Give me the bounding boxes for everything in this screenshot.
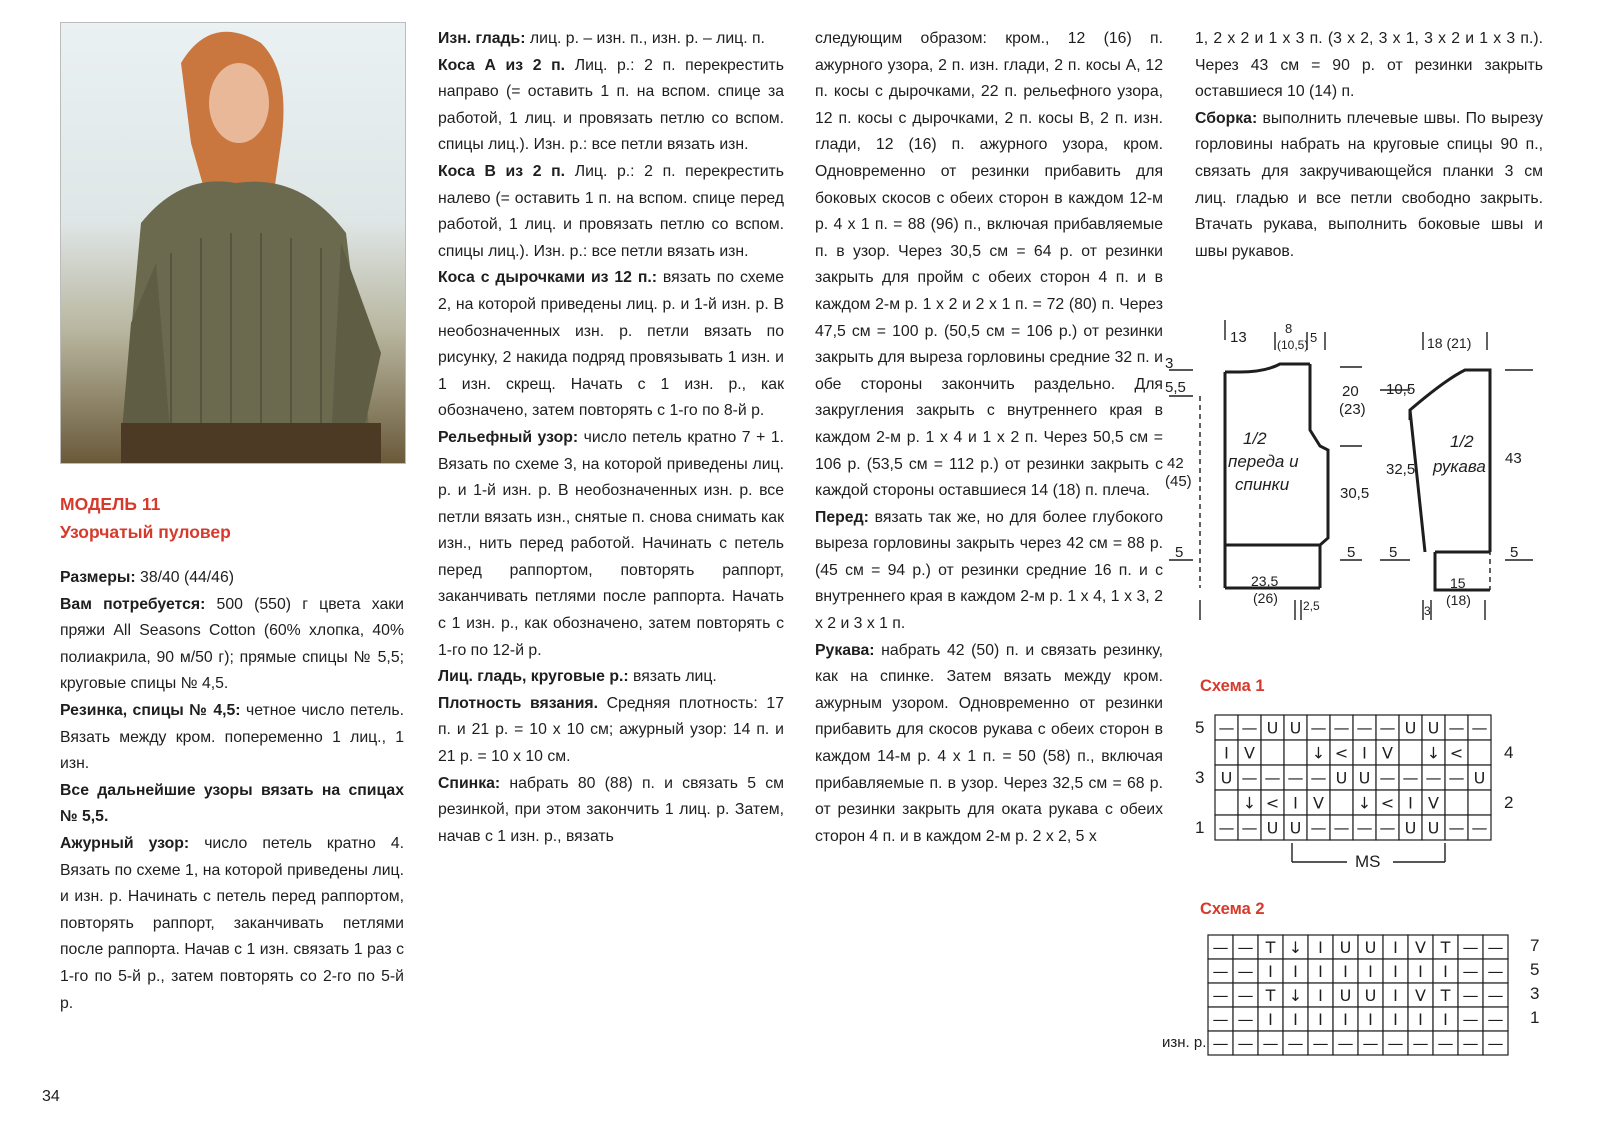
dim-left-42: 42 [1167, 455, 1184, 472]
schema-2-symbol: — [1462, 938, 1479, 957]
schema-2-symbol: I [1393, 1010, 1398, 1029]
schema-2-symbol: T [1440, 986, 1451, 1005]
schema-1-symbol: < [1334, 743, 1349, 763]
gauge-text: Средняя плотность: 17 п. и 21 р. = 10 х 10 см; ажурный узор: 14 п. и 21 р. = 10 х 10 см. [438, 694, 784, 766]
schema-1-row-5: 5 [1195, 718, 1205, 737]
schema-2-symbol: — [1337, 1034, 1354, 1053]
column-4 [1195, 26, 1543, 265]
sleeves-label: Рукава: [815, 641, 875, 659]
schema-2-symbol: I [1318, 962, 1323, 981]
round-knit-text: вязать лиц. [628, 668, 717, 686]
body-label-2: переда и [1228, 452, 1299, 471]
schema-1-cell [1330, 790, 1353, 815]
schema-1-cell [1284, 740, 1307, 765]
schema-1-symbol: V [1313, 793, 1324, 813]
sizes-text: 38/40 (44/46) [135, 569, 235, 586]
schema-1-symbol: — [1264, 768, 1281, 788]
schema-1-symbol: U [1358, 768, 1371, 788]
dim-sleeve-bot-3: 3 [1424, 604, 1431, 618]
schema-1-symbol: U [1289, 718, 1302, 738]
schema-1-cell [1468, 740, 1491, 765]
schema-2-symbol: I [1368, 962, 1373, 981]
schema-1-symbol: — [1425, 768, 1442, 788]
eyelet-cable-text: вязать по схеме 2, на которой приведены лиц. р. и 1-й изн. р. В необозначенных изн. р. петли вязать по рисунку, 2 накида подряд провязывать 1 изн. и 1 изн. скрещ. Начать с 1 изн. р., как обозначено, затем повторять с 1-го по 8-й р. [438, 269, 784, 420]
schema-1-symbol: — [1379, 718, 1396, 738]
cable-b-label: Коса В из 2 п. [438, 162, 566, 180]
schema-1-symbol: — [1310, 818, 1327, 838]
sleeves-continued-text: 1, 2 х 2 и 1 х 3 п. (3 х 2, 3 х 1, 3 х 2 и 1 х 3 п.). Через 43 см = 90 р. от резинки закрыть оставшиеся 10 (14) п. [1195, 30, 1543, 101]
model-number: МОДЕЛЬ 11 [60, 494, 161, 514]
schema-2-symbol: I [1293, 962, 1298, 981]
schema-1-symbol: < [1265, 793, 1280, 813]
schema-1-cell [1445, 790, 1468, 815]
schema-2-symbol: I [1268, 1010, 1273, 1029]
gauge-label: Плотность вязания. [438, 694, 599, 712]
dim-shoulder: 13 [1230, 329, 1247, 346]
schema-2-symbol: — [1462, 962, 1479, 981]
rib-label: Резинка, спицы № 4,5: [60, 701, 241, 719]
schema-1-symbol: < [1449, 743, 1464, 763]
back-label: Спинка: [438, 774, 501, 792]
schema-1-row-4: 4 [1504, 743, 1514, 762]
schema-2-symbol: I [1368, 1010, 1373, 1029]
dim-sleeve-top: 18 (21) [1427, 335, 1472, 351]
schema-2-symbol: — [1237, 1034, 1254, 1053]
schema-1-symbol: V [1382, 743, 1393, 763]
assembly-label: Сборка: [1195, 109, 1258, 127]
schema-2-symbol: — [1312, 1034, 1329, 1053]
dim-width-alt: (26) [1253, 590, 1278, 606]
schema-1-symbol: — [1379, 818, 1396, 838]
schema-1-row-1: 1 [1195, 818, 1205, 837]
schema-2-symbol: I [1318, 938, 1323, 957]
schema-2-symbol: I [1443, 1010, 1448, 1029]
sleeves-text: набрать 42 (50) п. и связать резинку, как на спинке. Затем вязать между кром. ажурным узором. Одновременно от резинки прибавить для скосов рукава с обеих сторон в каждом 14-м р. 4 х 1 п. = 50 (58) п., включая прибавляемые п. в узор. Через 32,5 см = 68 р. от резинки закрыть для оката рукава с обеих сторон 4 п. и в каждом 2-м р. 2 х 2, 5 х [815, 641, 1163, 845]
schema-1-symbol: — [1471, 818, 1488, 838]
schema-1-symbol: — [1218, 818, 1235, 838]
schema-2-symbol: I [1443, 962, 1448, 981]
materials-label: Вам потребуется: [60, 595, 206, 613]
schema-1-symbol: U [1404, 818, 1417, 838]
schema-2-row-1: 1 [1530, 1008, 1540, 1027]
schema-1-symbol: — [1218, 718, 1235, 738]
schema-1-cell [1468, 790, 1491, 815]
schema-1-symbol: — [1448, 768, 1465, 788]
schema-1-symbol: ↓ [1426, 743, 1441, 763]
assembly-text: выполнить плечевые швы. По вырезу горловины набрать на круговые спицы 90 п., связать для закручивающейся планки 3 см лиц. гладью и все петли свободно закрыть. Втачать рукава, выполнить боковые швы и швы рукавов. [1195, 109, 1543, 260]
schema-1-symbol: ↓ [1242, 793, 1257, 813]
pattern-schematic [1165, 320, 1565, 625]
reverse-stockinette-label: Изн. гладь: [438, 30, 526, 47]
schema-2-symbol: T [1265, 938, 1276, 957]
column-2 [438, 26, 784, 850]
schema-1-symbol: — [1356, 718, 1373, 738]
schema-2-symbol: T [1440, 938, 1451, 957]
schema-1-cell [1399, 740, 1422, 765]
schema-2-symbol: — [1487, 962, 1504, 981]
schema-1-cell [1261, 740, 1284, 765]
schema-1-cell [1215, 790, 1238, 815]
schema-1-symbol: — [1310, 768, 1327, 788]
dim-sleeve-right-5: 5 [1510, 544, 1519, 561]
schema-2-symbol: — [1237, 962, 1254, 981]
schema-1-symbol: U [1427, 718, 1440, 738]
dim-right-5: 5 [1347, 544, 1356, 561]
schema-1-grid [1215, 715, 1491, 840]
schema-2-symbol: V [1415, 986, 1426, 1005]
schema-1-symbol: I [1224, 743, 1229, 763]
lace-label: Ажурный узор: [60, 834, 190, 852]
schema-2-title: Схема 2 [1200, 900, 1265, 918]
dim-left-45: (45) [1165, 473, 1192, 490]
lace-text: число петель кратно 4. Вязать по схеме 1, на которой приведены лиц. и изн. р. Начинать с петель перед раппортом, повторять раппорт, заканчивать петлями после раппорта. Начав с 1 изн. связать 1 раз с 1-го по 5-й р., затем повторять со 2-го по 5-й р. [60, 834, 404, 1012]
schema-2-row-5: 5 [1530, 960, 1540, 979]
schema-2-symbol: I [1268, 962, 1273, 981]
schema-2-chart [1162, 935, 1550, 1075]
schema-2-symbol: — [1287, 1034, 1304, 1053]
schema-2-symbol: I [1418, 962, 1423, 981]
schema-1-symbol: < [1380, 793, 1395, 813]
schema-2-symbol: — [1487, 1010, 1504, 1029]
schema-2-symbol: — [1412, 1034, 1429, 1053]
schema-1-symbol: I [1362, 743, 1367, 763]
dim-sleeve-length: 32,5 [1386, 461, 1416, 478]
schema-2-symbol: — [1237, 938, 1254, 957]
schema-2-symbol: I [1393, 986, 1398, 1005]
dim-sleeve-cuff: 5 [1389, 544, 1398, 561]
schema-1-symbol: — [1402, 768, 1419, 788]
schema-2-row-3: 3 [1530, 984, 1540, 1003]
schema-1-repeat-label: MS [1355, 852, 1381, 871]
reverse-stockinette-text: лиц. р. – изн. п., изн. р. – лиц. п. [525, 30, 765, 47]
schema-2-symbol: — [1362, 1034, 1379, 1053]
dim-neck-alt: (10,5) [1277, 338, 1309, 352]
schema-2-symbol: — [1462, 1034, 1479, 1053]
dim-sleeve-total: 43 [1505, 450, 1522, 467]
schema-2-row-7: 7 [1530, 936, 1540, 955]
schema-2-symbol: — [1487, 1034, 1504, 1053]
schema-2-symbol: — [1462, 986, 1479, 1005]
dim-bottom-25: 2,5 [1303, 599, 1320, 613]
schema-1-symbol: — [1379, 768, 1396, 788]
back-text: набрать 80 (88) п. и связать 5 см резинкой, при этом закончить 1 лиц. р. Затем, начав с 1 изн. р., вязать [438, 774, 784, 845]
schema-1-symbol: V [1244, 743, 1255, 763]
dim-left-3: 3 [1165, 355, 1174, 372]
schema-2-symbol: T [1265, 986, 1276, 1005]
model-heading [60, 490, 231, 546]
schema-2-symbol: U [1364, 938, 1377, 957]
body-label-3: спинки [1235, 475, 1290, 494]
schema-2-symbol: — [1387, 1034, 1404, 1053]
schema-2-symbol: — [1487, 938, 1504, 957]
schema-1-symbol: U [1289, 818, 1302, 838]
dim-side: 30,5 [1340, 485, 1370, 502]
schema-1-symbol: I [1408, 793, 1413, 813]
page-number: 34 [42, 1088, 60, 1105]
schema-2-symbol: U [1364, 986, 1377, 1005]
front-text: вязать так же, но для более глубокого выреза горловины закрыть через 42 см = 88 р. (45 см = 94 р.) от резинки средние 16 п. и с внутреннего края в каждом 2-м р. 1 х 4, 1 х 3, 2 х 2 и 3 х 1 п. [815, 508, 1163, 633]
schema-1-symbol: — [1448, 818, 1465, 838]
model-photo [60, 22, 406, 464]
schema-2-symbol: — [1237, 1010, 1254, 1029]
schema-2-symbol: — [1212, 1034, 1229, 1053]
schema-1-symbol: U [1427, 818, 1440, 838]
dim-cuff-width: 15 [1450, 575, 1466, 591]
all-patterns-note: Все дальнейшие узоры вязать на спицах № 5,5. [60, 781, 404, 826]
column-1 [60, 565, 404, 1017]
round-knit-label: Лиц. гладь, круговые р.: [438, 668, 629, 686]
column-3 [815, 26, 1163, 850]
schema-2-symbol: I [1343, 1010, 1348, 1029]
schema-2-symbol: I [1318, 1010, 1323, 1029]
schema-1-row-3: 3 [1195, 768, 1205, 787]
sizes-label: Размеры: [60, 569, 136, 586]
schema-1-symbol: I [1293, 793, 1298, 813]
schema-2-symbol: V [1415, 938, 1426, 957]
schema-1-symbol: ↓ [1357, 793, 1372, 813]
schema-2-symbol: I [1418, 1010, 1423, 1029]
schema-1-title: Схема 1 [1200, 677, 1265, 695]
schema-1-symbol: — [1356, 818, 1373, 838]
schema-2-symbol: — [1212, 962, 1229, 981]
schema-1-symbol: — [1241, 718, 1258, 738]
schema-2-symbol: — [1237, 986, 1254, 1005]
front-label: Перед: [815, 508, 869, 526]
relief-pattern-label: Рельефный узор: [438, 428, 579, 446]
schema-1-symbol: U [1266, 818, 1279, 838]
schema-1-chart [1195, 715, 1525, 875]
dim-cap: 10,5 [1386, 381, 1416, 398]
dim-armhole-alt: (23) [1339, 401, 1366, 418]
schema-2-symbol: — [1212, 986, 1229, 1005]
schema-1-symbol: U [1266, 718, 1279, 738]
schema-2-symbol: I [1343, 962, 1348, 981]
schema-2-symbol: — [1262, 1034, 1279, 1053]
schema-1-symbol: — [1471, 718, 1488, 738]
schema-1-symbol: — [1241, 818, 1258, 838]
schema-2-symbol: I [1393, 962, 1398, 981]
cable-b-text: Лиц. р.: 2 п. перекрестить налево (= оставить 1 п. на вспом. спице перед работой, 1 лиц. и провязать петлю со вспом. спицы лиц.). Изн. р.: все петли вязать изн. [438, 162, 784, 260]
schema-2-wrong-side-label: изн. р. [1162, 1034, 1207, 1051]
cable-a-text: Лиц. р.: 2 п. перекрестить направо (= оставить 1 п. на вспом. спице за работой, 1 лиц. и провязать петлю со вспом. спицы лиц.). Изн. р.: все петли вязать изн. [438, 56, 784, 154]
model-title: Узорчатый пуловер [60, 522, 231, 542]
relief-pattern-text: число петель кратно 7 + 1. Вязать по схеме 3, на которой приведены лиц. р. и 1-й изн. р. В необозначенных изн. р. все петли вязать изн., снятые п. снова снимать как изн., нить перед работой. Начинать с петель перед раппортом, повторять раппорт, заканчивать петлями после раппорта. Начать с 1 изн. р., как обозначено, затем повторять с 1-го по 12-й р. [438, 428, 784, 659]
schema-1-symbol: ↓ [1311, 743, 1326, 763]
schema-1-symbol: — [1448, 718, 1465, 738]
schema-1-symbol: — [1287, 768, 1304, 788]
schema-1-symbol: — [1310, 718, 1327, 738]
dim-neck-depth: 5 [1310, 330, 1318, 345]
schema-1-symbol: V [1428, 793, 1439, 813]
sleeve-label-2: рукава [1433, 457, 1486, 476]
schema-2-symbol: — [1212, 1010, 1229, 1029]
schema-2-symbol: I [1293, 1010, 1298, 1029]
dim-cuff-width-alt: (18) [1446, 592, 1471, 608]
schema-2-symbol: — [1212, 938, 1229, 957]
rib-text: четное число петель. Вязать между кром. попеременно 1 лиц., 1 изн. [60, 701, 404, 773]
sleeve-label-1: 1/2 [1450, 432, 1474, 451]
cable-a-label: Коса А из 2 п. [438, 56, 566, 74]
dim-neck: 8 [1285, 321, 1293, 336]
body-label-1: 1/2 [1243, 429, 1267, 448]
schema-2-grid [1208, 935, 1508, 1055]
schema-1-row-2: 2 [1504, 793, 1514, 812]
dim-left-55: 5,5 [1165, 379, 1186, 396]
schema-1-symbol: — [1241, 768, 1258, 788]
schema-2-symbol: U [1339, 938, 1352, 957]
schema-2-symbol: ↓ [1288, 938, 1303, 957]
schema-2-symbol: — [1487, 986, 1504, 1005]
schema-1-symbol: U [1335, 768, 1348, 788]
schema-2-symbol: I [1318, 986, 1323, 1005]
schema-2-symbol: — [1462, 1010, 1479, 1029]
dim-armhole: 20 [1342, 383, 1359, 400]
schema-1-symbol: U [1473, 768, 1486, 788]
schema-2-symbol: ↓ [1288, 986, 1303, 1005]
dim-left-5: 5 [1175, 544, 1184, 561]
schema-1-symbol: — [1333, 718, 1350, 738]
schema-2-symbol: — [1437, 1034, 1454, 1053]
schema-2-symbol: U [1339, 986, 1352, 1005]
eyelet-cable-label: Коса с дырочками из 12 п.: [438, 269, 658, 287]
materials-text: 500 (550) г цвета хаки пряжи All Seasons Cotton (60% хлопка, 40% полиакрила, 90 м/50 г); прямые спицы № 5,5; круговые спицы № 4,5. [60, 595, 404, 693]
back-continued-text: следующим образом: кром., 12 (16) п. ажурного узора, 2 п. изн. глади, 2 п. косы А, 12 п. косы с дырочками, 22 п. рельефного узора, 12 п. косы с дырочками, 2 п. косы В, 2 п. изн. глади, 12 (16) п. ажурного узора, кром. Одновременно от резинки прибавить для боковых скосов с обеих сторон в каждом 12-м р. 4 х 1 п. = 88 (96) п., включая прибавляемые п. в узор. Через 30,5 см = 64 р. от резинки закрыть для пройм с обеих сторон 4 п. и в каждом 2-м р. 1 х 2 и 2 х 1 п. = 72 (80) п. Через 47,5 см = 100 р. (50,5 см = 106 р.) от резинки закрыть для выреза горловины средние 32 п. и обе стороны закончить раздельно. Для закругления закрыть с внутреннего края в каждом 2-м р. 1 х 4 и 1 х 2 п. Через 50,5 см = 106 р. (53,5 см = 112 р.) от резинки закрыть с каждой стороны оставшиеся 14 (18) п. плеча. [815, 30, 1163, 500]
schema-1-symbol: U [1220, 768, 1233, 788]
schema-2-symbol: I [1393, 938, 1398, 957]
schema-1-symbol: — [1333, 818, 1350, 838]
dim-width: 23,5 [1251, 573, 1279, 589]
schema-1-symbol: U [1404, 718, 1417, 738]
model-photo-illustration [61, 23, 405, 463]
